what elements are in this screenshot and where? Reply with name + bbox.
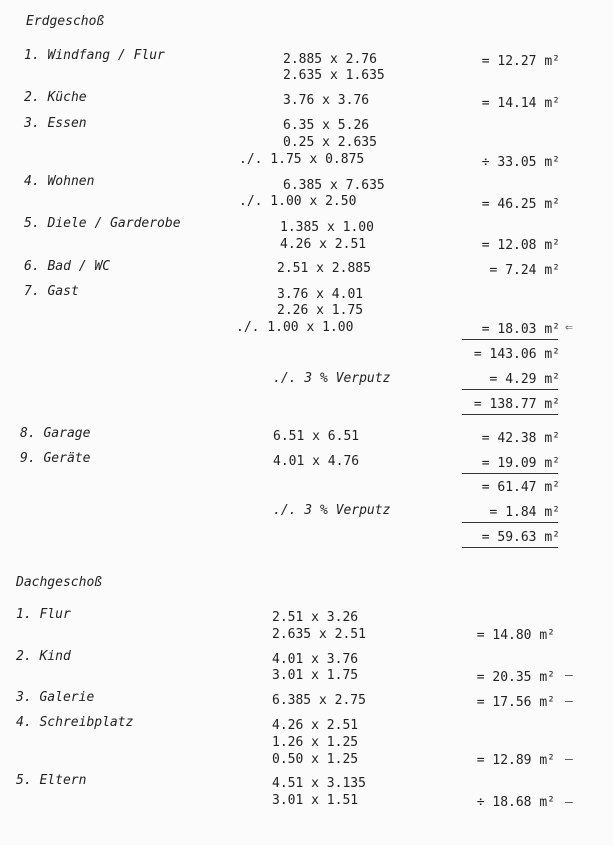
sum-underline <box>462 547 558 548</box>
result-value: = 14.80 m² <box>476 628 555 643</box>
room-bad-wc: 6. Bad / WC <box>24 259 111 274</box>
room-eltern: 5. Eltern <box>16 773 87 788</box>
calc-line: ./. 1.75 x 0.875 <box>239 152 365 167</box>
calc-line: 2.635 x 1.635 <box>283 68 385 83</box>
calc-line: 2.885 x 2.76 <box>283 52 377 67</box>
room-kind: 2. Kind <box>16 649 71 664</box>
calc-line: 2.26 x 1.75 <box>277 303 364 318</box>
tick-mark-icon: – <box>565 795 573 810</box>
calc-line: 3.76 x 4.01 <box>277 287 364 302</box>
calc-line: 4.01 x 4.76 <box>273 454 360 469</box>
result-value: = 46.25 m² <box>481 197 560 212</box>
calc-line: 6.385 x 7.635 <box>283 178 385 193</box>
tick-mark-icon: – <box>565 752 573 767</box>
result-value: ÷ 33.05 m² <box>481 155 560 170</box>
result-value: = 14.14 m² <box>481 96 560 111</box>
sum-underline <box>462 473 558 474</box>
result-value: ÷ 18.68 m² <box>476 795 555 810</box>
calc-line: 0.50 x 1.25 <box>272 752 359 767</box>
calc-line: 6.385 x 2.75 <box>272 693 366 708</box>
sum-underline <box>462 414 558 415</box>
result-value: = 61.47 m² <box>481 480 560 495</box>
heading-dachgeschoss: Dachgeschoß <box>16 575 103 590</box>
room-galerie: 3. Galerie <box>16 690 95 705</box>
result-value: = 59.63 m² <box>481 530 560 545</box>
sum-underline <box>462 522 558 523</box>
result-value: = 42.38 m² <box>481 431 560 446</box>
tick-mark-icon: – <box>565 668 573 683</box>
calc-line: 3.76 x 3.76 <box>283 93 370 108</box>
verputz-label: ./. 3 % Verputz <box>273 371 391 386</box>
result-value: = 18.03 m² <box>481 322 560 337</box>
calc-line: 0.25 x 2.635 <box>283 135 377 150</box>
calc-line: 6.51 x 6.51 <box>273 429 360 444</box>
heading-erdgeschoss: Erdgeschoß <box>26 14 105 29</box>
result-value: = 17.56 m² <box>476 695 555 710</box>
check-mark-icon: ⇐ <box>565 320 573 335</box>
result-value: = 7.24 m² <box>489 263 560 278</box>
calc-line: 3.01 x 1.51 <box>272 793 359 808</box>
calc-line: 2.51 x 2.885 <box>277 261 371 276</box>
calc-line: 4.26 x 2.51 <box>272 718 359 733</box>
calc-line: ./. 1.00 x 2.50 <box>239 194 357 209</box>
room-diele: 5. Diele / Garderobe <box>24 216 181 231</box>
result-value: = 138.77 m² <box>473 397 560 412</box>
sum-underline <box>462 339 558 340</box>
sum-underline <box>462 389 558 390</box>
result-value: = 12.89 m² <box>476 753 555 768</box>
result-value: = 20.35 m² <box>476 670 555 685</box>
calc-line: 1.26 x 1.25 <box>272 735 359 750</box>
room-essen: 3. Essen <box>24 116 87 131</box>
result-value: = 1.84 m² <box>489 505 560 520</box>
calc-line: ./. 1.00 x 1.00 <box>236 320 354 335</box>
room-gast: 7. Gast <box>24 284 79 299</box>
calc-line: 3.01 x 1.75 <box>272 668 359 683</box>
calc-line: 2.635 x 2.51 <box>272 627 366 642</box>
tick-mark-icon: – <box>565 694 573 709</box>
room-wohnen: 4. Wohnen <box>24 174 95 189</box>
result-value: = 12.08 m² <box>481 238 560 253</box>
calc-line: 4.51 x 3.135 <box>272 776 366 791</box>
room-kueche: 2. Küche <box>24 90 87 105</box>
result-value: = 19.09 m² <box>481 456 560 471</box>
verputz-label: ./. 3 % Verputz <box>273 503 391 518</box>
room-geraete: 9. Geräte <box>20 451 91 466</box>
room-schreibplatz: 4. Schreibplatz <box>16 715 134 730</box>
result-value: = 4.29 m² <box>489 372 560 387</box>
result-value: = 143.06 m² <box>473 347 560 362</box>
result-value: = 12.27 m² <box>481 54 560 69</box>
calc-line: 4.26 x 2.51 <box>280 237 367 252</box>
calc-line: 1.385 x 1.00 <box>280 220 374 235</box>
calc-line: 2.51 x 3.26 <box>272 610 359 625</box>
room-flur: 1. Flur <box>16 607 71 622</box>
calc-line: 6.35 x 5.26 <box>283 118 370 133</box>
calc-line: 4.01 x 3.76 <box>272 652 359 667</box>
room-garage: 8. Garage <box>20 426 91 441</box>
room-windfang-flur: 1. Windfang / Flur <box>24 48 165 63</box>
